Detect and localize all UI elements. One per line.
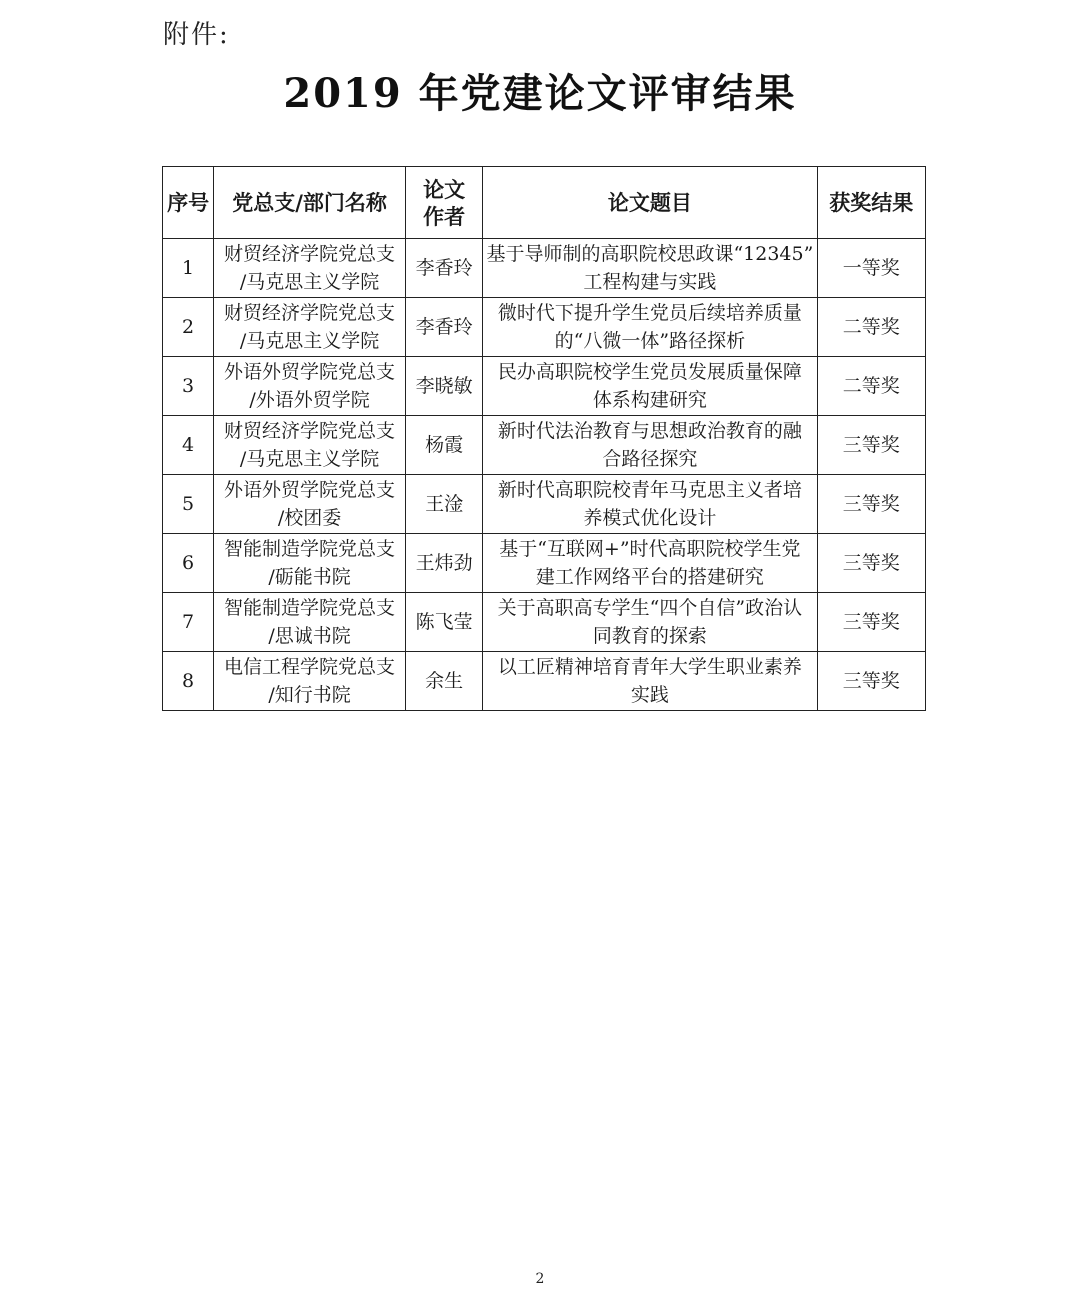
cell-author-line1: 王淦	[425, 493, 464, 515]
cell-award-line1: 三等奖	[842, 552, 900, 574]
page-title: 2019 年党建论文评审结果	[283, 70, 797, 117]
cell-topic-line1: 新时代法治教育与思想政治教育的融	[497, 420, 802, 442]
header-topic: 论文题目	[483, 167, 817, 239]
cell-author	[405, 298, 482, 357]
cell-award	[817, 239, 925, 298]
cell-dept	[214, 298, 406, 357]
cell-award-line1: 一等奖	[842, 257, 900, 279]
cell-topic-line2: 养模式优化设计	[583, 507, 717, 529]
cell-topic-line2: 同教育的探索	[592, 625, 707, 647]
cell-dept	[214, 593, 406, 652]
cell-award-line1: 三等奖	[842, 434, 900, 456]
cell-topic	[483, 357, 817, 416]
cell-topic-line1: 关于高职高专学生“四个自信”政治认	[497, 597, 803, 619]
cell-award	[817, 357, 925, 416]
cell-award-line1: 三等奖	[842, 493, 900, 515]
cell-no-line1: 3	[182, 375, 195, 397]
cell-award	[817, 534, 925, 593]
table-row	[163, 239, 926, 298]
header-award: 获奖结果	[817, 167, 925, 239]
table-row	[163, 416, 926, 475]
cell-dept	[214, 416, 406, 475]
cell-topic	[483, 239, 817, 298]
cell-topic-line2: 实践	[630, 684, 669, 706]
cell-topic-line2: 工程构建与实践	[583, 271, 717, 293]
cell-author-line1: 李香玲	[415, 316, 473, 338]
cell-dept	[214, 652, 406, 711]
table-header-row	[163, 167, 926, 239]
cell-author	[405, 357, 482, 416]
cell-author-line1: 李晓敏	[415, 375, 473, 397]
cell-topic-line1: 微时代下提升学生党员后续培养质量	[497, 302, 802, 324]
cell-no-line1: 5	[182, 493, 195, 515]
cell-dept-line1: 智能制造学院党总支	[224, 538, 396, 560]
cell-topic	[483, 534, 817, 593]
cell-topic	[483, 652, 817, 711]
cell-no-line1: 2	[182, 316, 195, 338]
cell-no-line1: 1	[182, 257, 195, 279]
cell-award	[817, 593, 925, 652]
table-row	[163, 652, 926, 711]
cell-author-line1: 余生	[425, 670, 464, 692]
cell-no	[163, 652, 214, 711]
cell-dept	[214, 357, 406, 416]
cell-dept-line2: /马克思主义学院	[239, 330, 380, 352]
cell-dept-line2: /马克思主义学院	[239, 448, 380, 470]
cell-no	[163, 416, 214, 475]
cell-no	[163, 298, 214, 357]
cell-no-line1: 6	[182, 552, 195, 574]
table-row	[163, 534, 926, 593]
header-author	[405, 167, 482, 239]
cell-topic	[483, 593, 817, 652]
cell-dept-line1: 财贸经济学院党总支	[224, 420, 396, 442]
cell-no	[163, 357, 214, 416]
cell-topic-line1: 新时代高职院校青年马克思主义者培	[497, 479, 802, 501]
cell-no-line1: 7	[182, 611, 195, 633]
table-row	[163, 475, 926, 534]
header-author-line2: 作者	[423, 203, 466, 229]
cell-author-line1: 陈飞莹	[415, 611, 473, 633]
cell-topic-line1: 基于导师制的高职院校思政课“12345”	[486, 243, 814, 265]
header-no: 序号	[163, 167, 214, 239]
cell-award	[817, 475, 925, 534]
cell-author	[405, 239, 482, 298]
cell-award-line1: 三等奖	[842, 670, 900, 692]
cell-author	[405, 475, 482, 534]
cell-dept-line2: /知行书院	[268, 684, 351, 706]
cell-dept-line2: /外语外贸学院	[249, 389, 370, 411]
cell-topic-line1: 以工匠精神培育青年大学生职业素养	[497, 656, 802, 678]
cell-author-line1: 王炜劲	[415, 552, 473, 574]
cell-author	[405, 593, 482, 652]
cell-dept-line1: 智能制造学院党总支	[224, 597, 396, 619]
cell-no-line1: 4	[182, 434, 195, 456]
table-body	[163, 239, 926, 711]
cell-dept-line2: /思诚书院	[268, 625, 351, 647]
cell-topic-line1: 民办高职院校学生党员发展质量保障	[497, 361, 802, 383]
cell-topic	[483, 475, 817, 534]
cell-topic-line2: 建工作网络平台的搭建研究	[535, 566, 764, 588]
cell-topic-line2: 的“八微一体”路径探析	[554, 330, 746, 352]
results-table	[162, 166, 926, 711]
cell-dept	[214, 534, 406, 593]
cell-dept	[214, 239, 406, 298]
cell-no	[163, 239, 214, 298]
cell-dept-line1: 电信工程学院党总支	[224, 656, 396, 678]
table-row	[163, 357, 926, 416]
header-dept: 党总支/部门名称	[214, 167, 406, 239]
cell-award-line1: 二等奖	[842, 316, 900, 338]
cell-dept-line2: /校团委	[277, 507, 342, 529]
cell-dept-line1: 外语外贸学院党总支	[224, 479, 396, 501]
cell-author-line1: 李香玲	[415, 257, 473, 279]
cell-award	[817, 416, 925, 475]
cell-award-line1: 二等奖	[842, 375, 900, 397]
cell-no	[163, 534, 214, 593]
cell-dept-line2: /砺能书院	[268, 566, 351, 588]
attachment-label: 附件:	[163, 20, 230, 50]
cell-dept-line1: 财贸经济学院党总支	[224, 243, 396, 265]
cell-dept-line2: /马克思主义学院	[239, 271, 380, 293]
cell-dept-line1: 外语外贸学院党总支	[224, 361, 396, 383]
cell-author	[405, 652, 482, 711]
cell-author	[405, 416, 482, 475]
cell-no	[163, 475, 214, 534]
cell-topic	[483, 416, 817, 475]
cell-dept-line1: 财贸经济学院党总支	[224, 302, 396, 324]
table-row	[163, 298, 926, 357]
cell-no-line1: 8	[182, 670, 195, 692]
cell-no	[163, 593, 214, 652]
page-number: 2	[535, 1271, 545, 1287]
cell-topic-line1: 基于“互联网+”时代高职院校学生党	[499, 538, 801, 560]
header-author-line1: 论文	[423, 176, 466, 202]
cell-topic-line2: 体系构建研究	[592, 389, 707, 411]
cell-topic-line2: 合路径探究	[602, 448, 698, 470]
cell-award	[817, 298, 925, 357]
cell-award	[817, 652, 925, 711]
table-row	[163, 593, 926, 652]
cell-award-line1: 三等奖	[842, 611, 900, 633]
cell-dept	[214, 475, 406, 534]
cell-author-line1: 杨霞	[425, 434, 464, 456]
cell-topic	[483, 298, 817, 357]
cell-author	[405, 534, 482, 593]
